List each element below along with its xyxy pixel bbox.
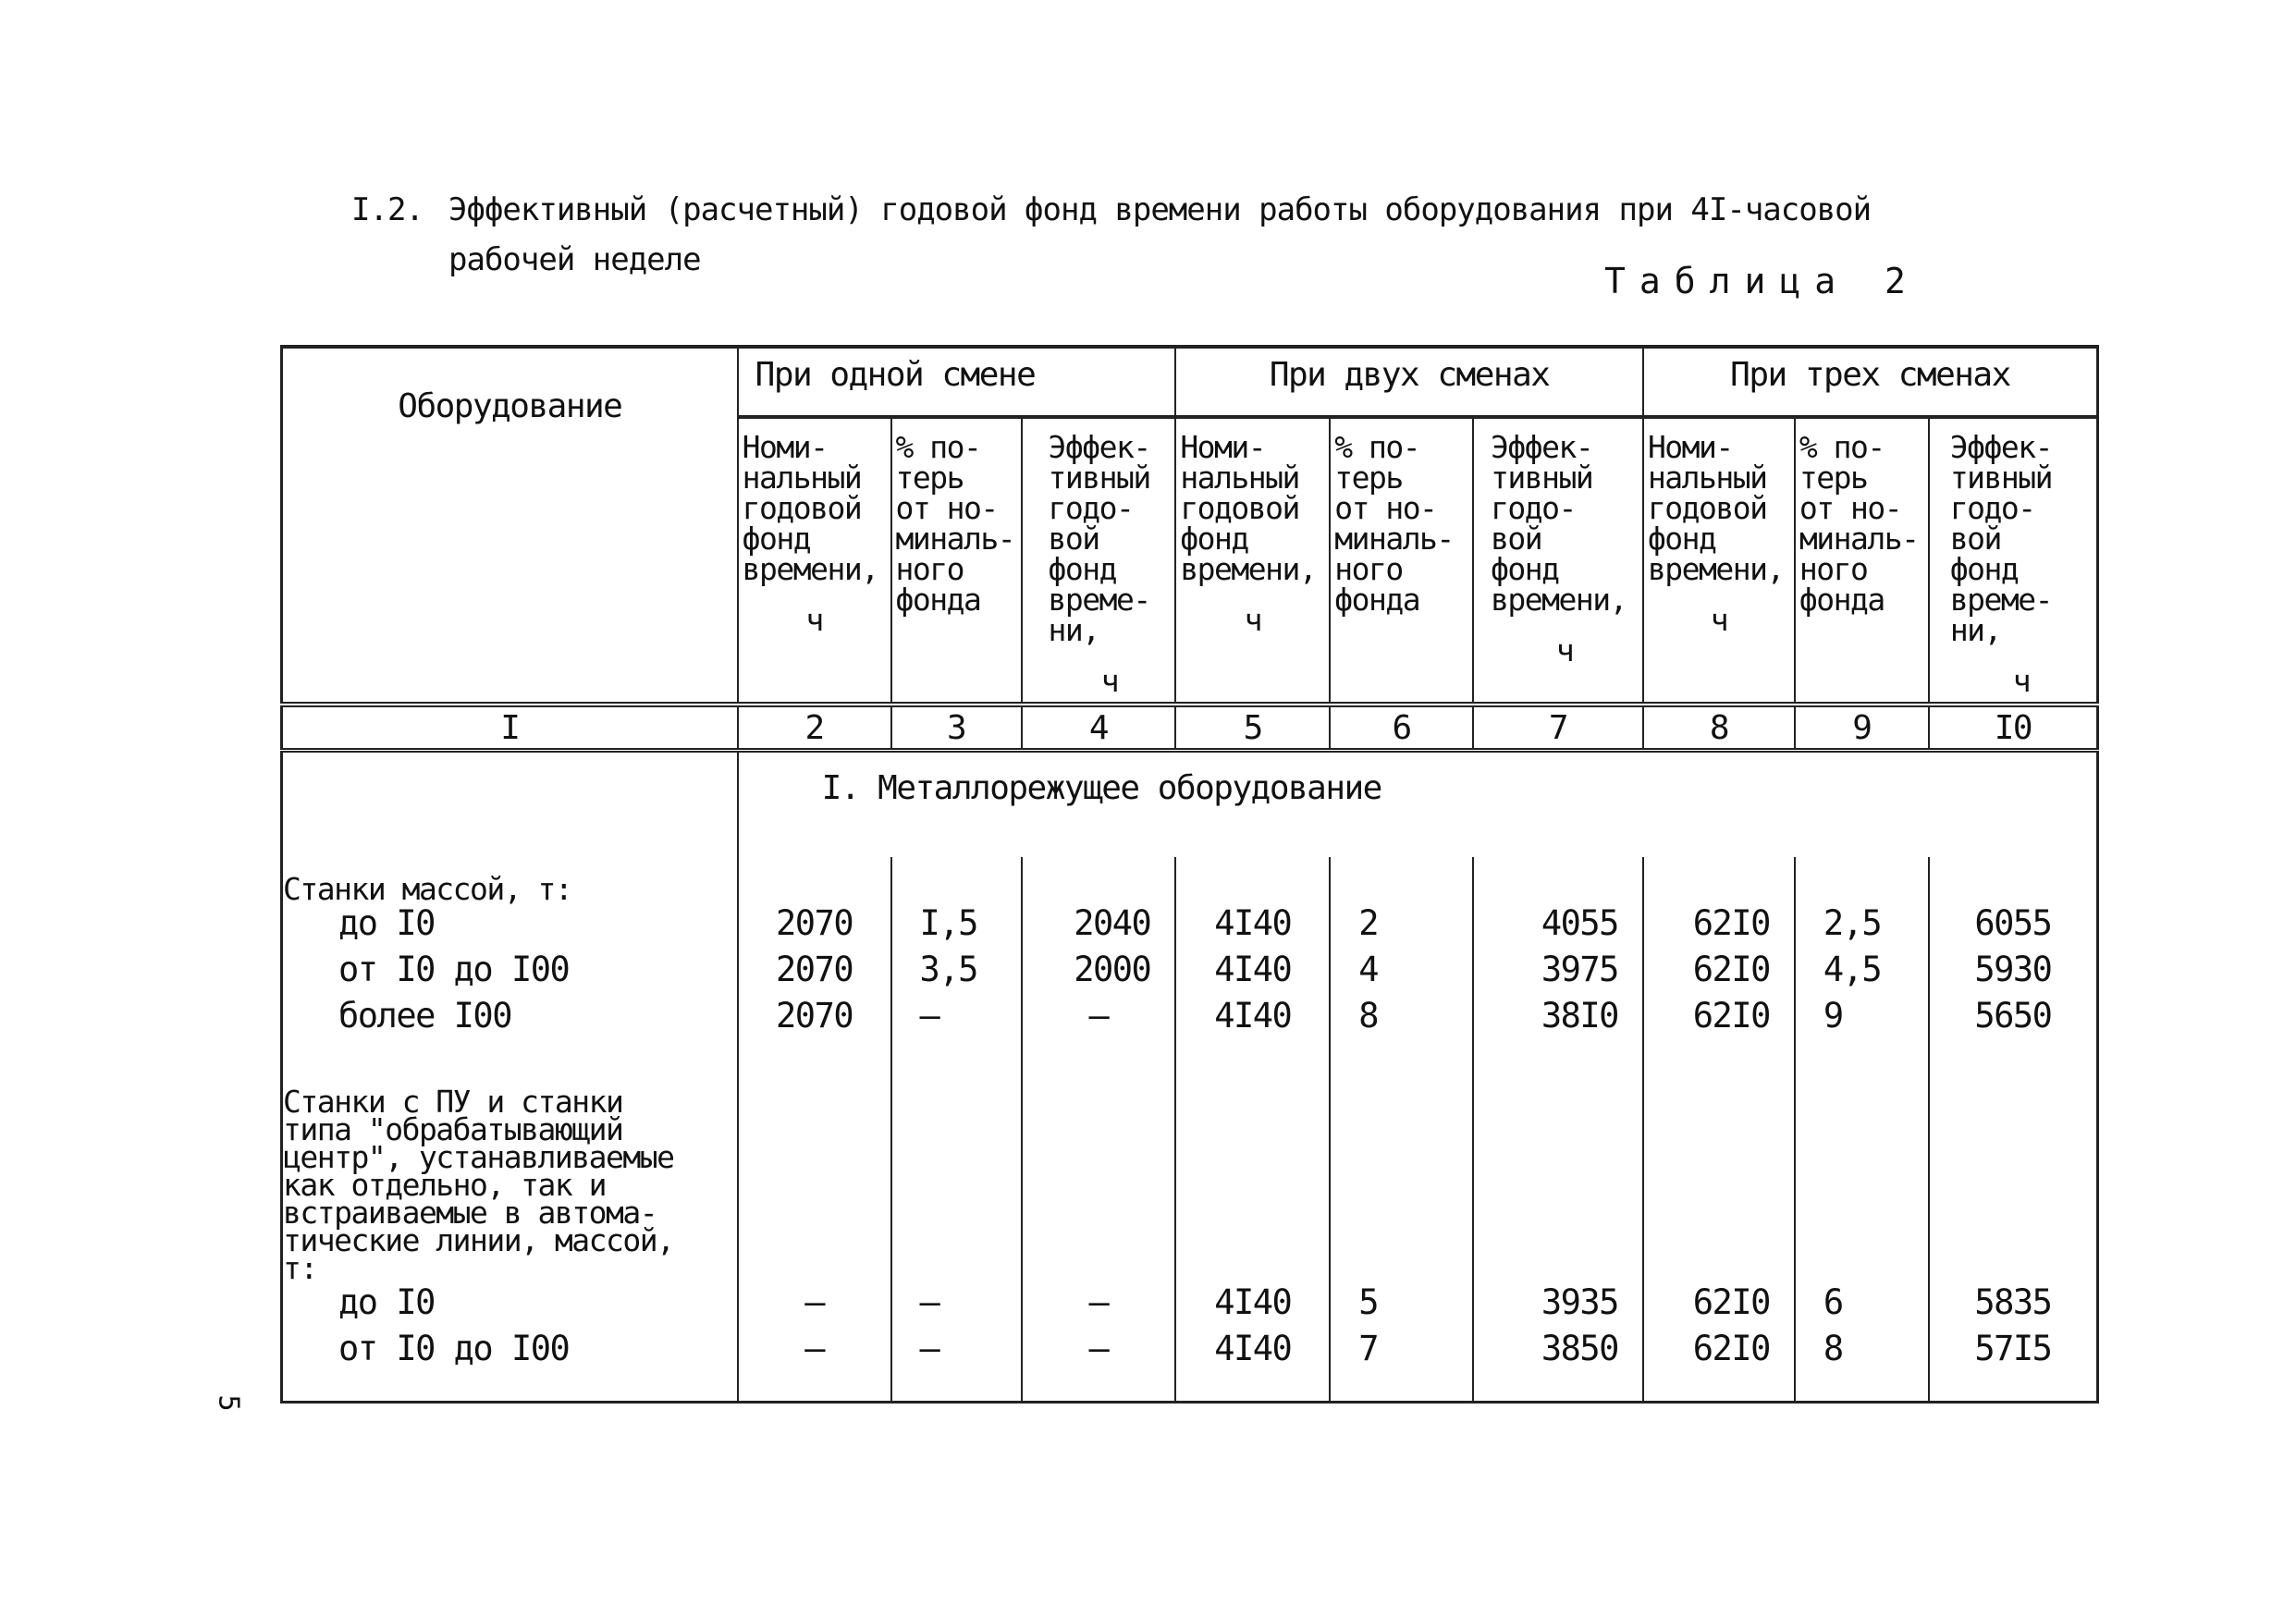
cell: –: [891, 996, 1022, 1042]
column-number-row: [282, 705, 2098, 751]
cell: 7: [1330, 1329, 1473, 1403]
cell: 6055: [1929, 903, 2098, 950]
cell: 2000: [1022, 950, 1176, 996]
cell: –: [738, 1282, 891, 1329]
cell: 8: [1330, 996, 1473, 1042]
row-label: более I00: [282, 996, 738, 1042]
cell: 57I5: [1929, 1329, 2098, 1403]
column-number: 6: [1330, 705, 1473, 751]
cell: 4I40: [1175, 1329, 1330, 1403]
subheader-loss-1: % по- терь от но- миналь- ного фонда: [891, 417, 1022, 705]
cell: 6: [1795, 1282, 1929, 1329]
group2-title: Станки с ПУ и станки типа "обрабатывающий центр", устанавливаемые как отдельно, так и встраиваемые в автома- тические линии, массой, т:: [282, 1042, 738, 1282]
cell: 62I0: [1643, 1329, 1795, 1403]
subheader-loss-3: % по- терь от но- миналь- ного фонда: [1795, 417, 1929, 705]
row-label: от I0 до I00: [282, 1329, 738, 1403]
cell: 3935: [1473, 1282, 1643, 1329]
cell: 2: [1330, 903, 1473, 950]
table-caption: Таблица 2: [1604, 261, 1920, 301]
cell: 4I40: [1175, 1282, 1330, 1329]
cell: 62I0: [1643, 1282, 1795, 1329]
row-label: до I0: [282, 903, 738, 950]
cell: I,5: [891, 903, 1022, 950]
subheader-effective-1: Эффек- тивный годо- вой фонд време- ни, ч: [1022, 417, 1176, 705]
group-header-two-shifts: При двух сменах: [1175, 347, 1643, 417]
section-title: I. Металлорежущее оборудование: [738, 751, 2098, 858]
table-row: [282, 1329, 2098, 1403]
column-number: I: [282, 705, 738, 751]
section-number: I.2.: [351, 191, 424, 228]
cell: 2070: [738, 903, 891, 950]
table-row: [282, 950, 2098, 996]
cell: 4I40: [1175, 903, 1330, 950]
equipment-time-table: [280, 345, 2099, 1403]
column-number: 2: [738, 705, 891, 751]
cell: 3975: [1473, 950, 1643, 996]
subheader-nominal-1: Номи- нальный годовой фонд времени, ч: [738, 417, 891, 705]
page-number: 5: [212, 1394, 245, 1412]
cell: 62I0: [1643, 950, 1795, 996]
table-row: [282, 996, 2098, 1042]
equipment-header: Оборудование: [282, 347, 738, 705]
cell: 4I40: [1175, 996, 1330, 1042]
column-number: 8: [1643, 705, 1795, 751]
cell: 2070: [738, 996, 891, 1042]
row-label: от I0 до I00: [282, 950, 738, 996]
cell: 62I0: [1643, 903, 1795, 950]
cell: 62I0: [1643, 996, 1795, 1042]
cell: 5: [1330, 1282, 1473, 1329]
subheader-nominal-3: Номи- нальный годовой фонд времени, ч: [1643, 417, 1795, 705]
column-number: 3: [891, 705, 1022, 751]
group1-title: Станки массой, т:: [282, 857, 738, 903]
heading-line-2: рабочей неделе: [448, 241, 701, 278]
subheader-nominal-2: Номи- нальный годовой фонд времени, ч: [1175, 417, 1330, 705]
cell: 4055: [1473, 903, 1643, 950]
cell: 2,5: [1795, 903, 1929, 950]
subheader-effective-3: Эффек- тивный годо- вой фонд време- ни, ч: [1929, 417, 2098, 705]
cell: 5835: [1929, 1282, 2098, 1329]
table-row: [282, 903, 2098, 950]
subheader-loss-2: % по- терь от но- миналь- ного фонда: [1330, 417, 1473, 705]
cell: –: [1022, 996, 1176, 1042]
cell: 3850: [1473, 1329, 1643, 1403]
section-left-blank: [282, 751, 738, 858]
cell: 2070: [738, 950, 891, 996]
column-number: 7: [1473, 705, 1643, 751]
group-header-one-shift: При одной смене: [738, 347, 1176, 417]
subheader-effective-2: Эффек- тивный годо- вой фонд времени, ч: [1473, 417, 1643, 705]
cell: 38I0: [1473, 996, 1643, 1042]
cell: 9: [1795, 996, 1929, 1042]
cell: –: [1022, 1329, 1176, 1403]
cell: 5930: [1929, 950, 2098, 996]
column-number: I0: [1929, 705, 2098, 751]
cell: 8: [1795, 1329, 1929, 1403]
table-row: [282, 1282, 2098, 1329]
cell: –: [738, 1329, 891, 1403]
column-number: 9: [1795, 705, 1929, 751]
column-number: 4: [1022, 705, 1176, 751]
cell: –: [891, 1282, 1022, 1329]
cell: 4,5: [1795, 950, 1929, 996]
column-number: 5: [1175, 705, 1330, 751]
cell: 2040: [1022, 903, 1176, 950]
heading-line-1: Эффективный (расчетный) годовой фонд времени работы оборудования при 4I-часовой: [448, 191, 1872, 228]
cell: 5650: [1929, 996, 2098, 1042]
cell: 4: [1330, 950, 1473, 996]
cell: 3,5: [891, 950, 1022, 996]
cell: 4I40: [1175, 950, 1330, 996]
cell: –: [1022, 1282, 1176, 1329]
group-header-three-shifts: При трех сменах: [1643, 347, 2098, 417]
cell: –: [891, 1329, 1022, 1403]
row-label: до I0: [282, 1282, 738, 1329]
